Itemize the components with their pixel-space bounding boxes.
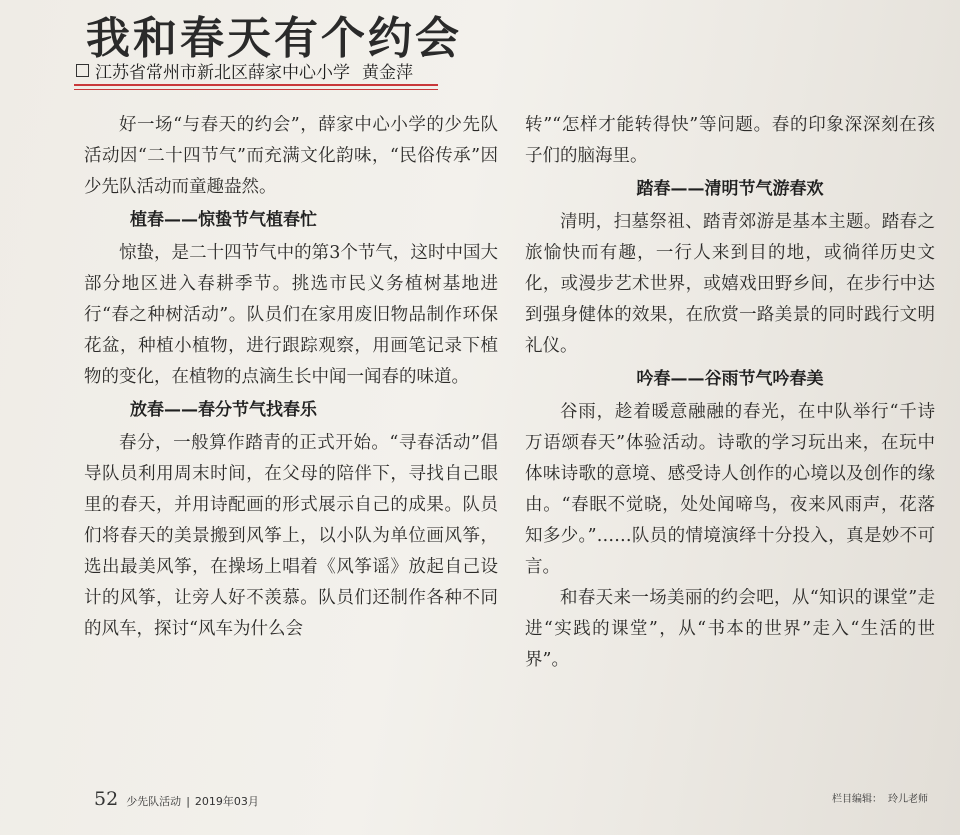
byline-school: 江苏省常州市新北区薛家中心小学	[95, 63, 350, 83]
column-editor	[832, 790, 928, 805]
continued-paragraph: 转”“怎样才能转得快”等问题。春的印象深深刻在孩子们的脑海里。	[525, 115, 935, 166]
closing-paragraph: 和春天来一场美丽的约会吧，从“知识的课堂”走进“实践的课堂”，从“书本的世界”走入“生活的世界”。	[525, 588, 935, 670]
section-body-fangchun: 春分，一般算作踏青的正式开始。“寻春活动”倡导队员利用周末时间，在父母的陪伴下，寻找自己眼里的春天，并用诗配画的形式展示自己的成果。队员们将春天的美景搬到风筝上，以小队为单位画风筝，选出最美风筝，在操场上唱着《风筝谣》放起自己设计的风筝，让旁人好不羡慕。队员们还制作各种不同的风车，探讨“风车为什么会	[84, 433, 498, 639]
title-rule-thin	[74, 89, 438, 90]
section-body-zhichun: 惊蛰，是二十四节气中的第3个节气，这时中国大部分地区进入春耕季节。挑选市民义务植树基地进行“春之种树活动”。队员们在家用废旧物品制作环保花盆，种植小植物，进行跟踪观察，用画笔记录下植物的变化，在植物的点滴生长中闻一闻春的味道。	[84, 243, 498, 387]
issue-date: 2019年03月	[194, 795, 259, 808]
intro-paragraph: 好一场“与春天的约会”，薛家中心小学的少先队活动因“二十四节气”而充满文化韵味，“民俗传承”因少先队活动而童趣盎然。	[84, 115, 498, 197]
article-title: 我和春天有个约会	[86, 13, 462, 64]
section-heading-yinchun: 吟春——谷雨节气吟春美	[636, 369, 824, 389]
page-footer	[94, 788, 259, 810]
editor-name: 玲儿老师	[888, 794, 928, 805]
magazine-name: 少先队活动	[126, 795, 182, 808]
page-number: 52	[94, 788, 119, 810]
section-body-yinchun: 谷雨，趁着暖意融融的春光，在中队举行“千诗万语颂春天”体验活动。诗歌的学习玩出来，在玩中体味诗歌的意境、感受诗人创作的心境以及创作的缘由。“春眠不觉晓，处处闻啼鸟，夜来风雨声，花落知多少。”……队员的情境演绎十分投入，真是妙不可言。	[525, 402, 935, 577]
editor-label: 栏目编辑：	[832, 794, 882, 805]
square-bullet-icon	[76, 64, 89, 77]
byline-author: 黄金萍	[362, 63, 413, 83]
footer-divider: |	[186, 795, 190, 808]
section-heading-tachun: 踏春——清明节气游春欢	[636, 179, 824, 199]
section-body-tachun: 清明，扫墓祭祖、踏青郊游是基本主题。踏春之旅愉快而有趣，一行人来到目的地，或徜徉历史文化，或漫步艺术世界，或嬉戏田野乡间，在步行中达到强身健体的效果，在欣赏一路美景的同时践行文明礼仪。	[525, 212, 935, 356]
left-column	[84, 110, 498, 645]
title-rule	[74, 84, 438, 86]
section-heading-fangchun: 放春——春分节气找春乐	[130, 400, 317, 420]
right-column	[525, 110, 935, 676]
byline	[76, 58, 413, 83]
section-heading-zhichun: 植春——惊蛰节气植春忙	[130, 210, 317, 230]
